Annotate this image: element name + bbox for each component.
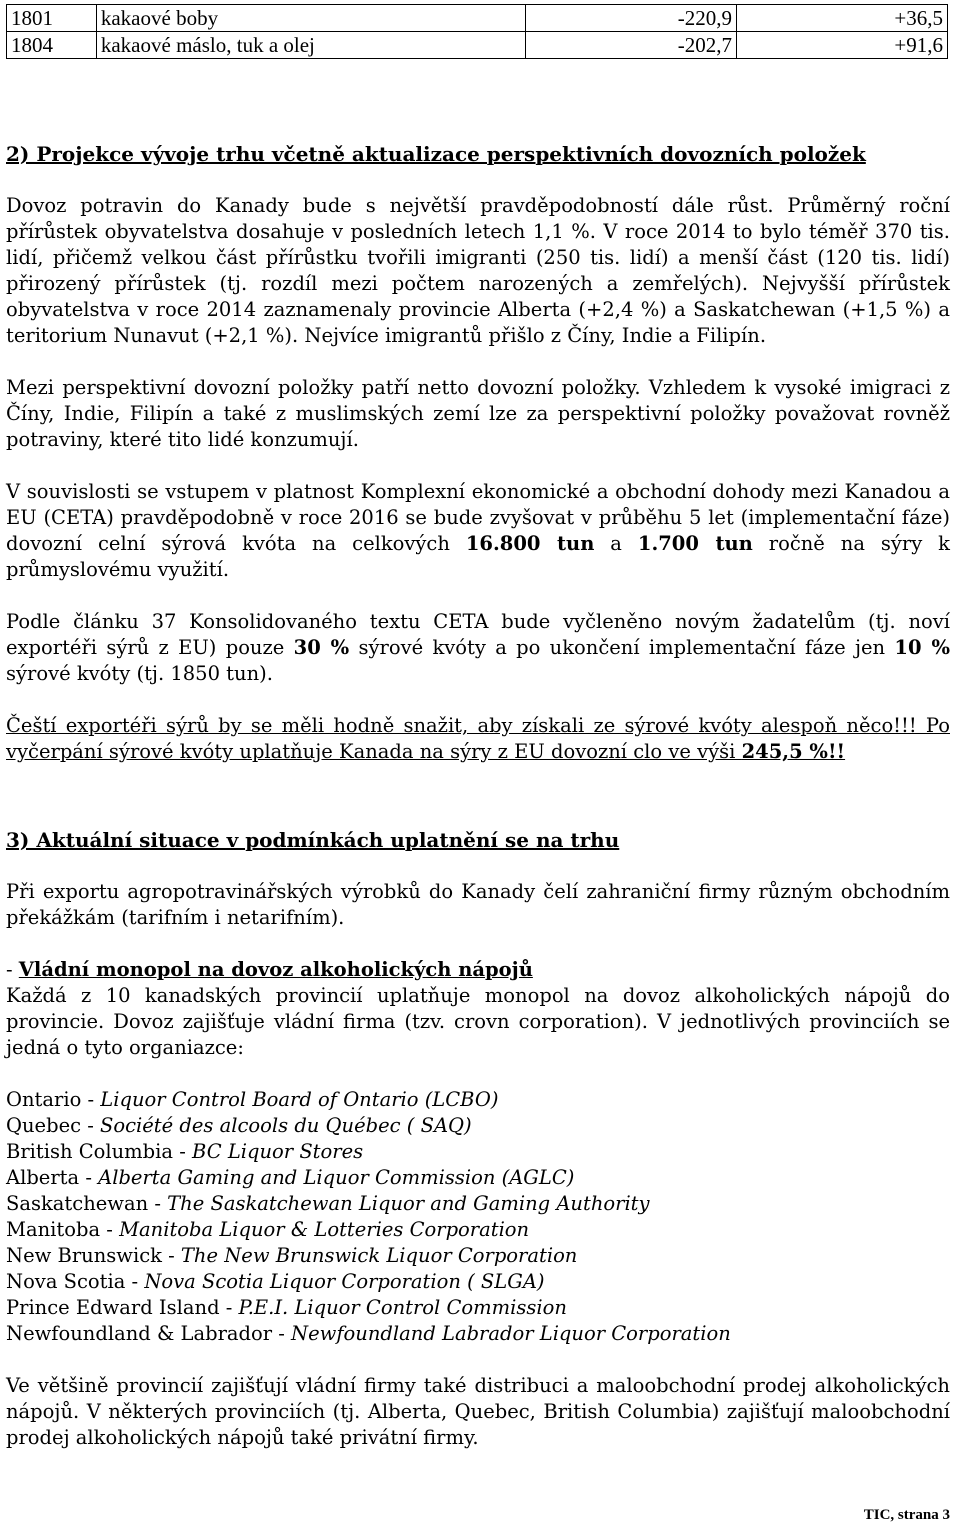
organization-name: Nova Scotia Liquor Corporation ( SLGA) xyxy=(144,1270,545,1293)
organization-name: Liquor Control Board of Ontario (LCBO) xyxy=(100,1088,499,1111)
province-name: New Brunswick - xyxy=(6,1244,181,1267)
province-name: Saskatchewan - xyxy=(6,1192,168,1215)
s2-paragraph-warning xyxy=(6,713,950,765)
text: ročně na sýry k průmyslovému využití. xyxy=(6,532,950,581)
table-cell-change: +91,6 xyxy=(736,32,947,59)
quota-amount-2: 1.700 tun xyxy=(637,532,753,555)
text: Podle článku 37 Konsolidovaného textu CETA bude vyčleněno novým žadatelům (tj. noví exportéři sýrů z EU) pouze xyxy=(6,610,950,659)
section-3-heading: 3) Aktuální situace v podmínkách uplatnění se na trhu xyxy=(6,828,620,852)
s2-paragraph-population: Dovoz potravin do Kanady bude s největší pravděpodobností dále růst. Průměrný roční přírůstek obyvatelstva dosahuje v posledních letech 1,1 %. V roce 2014 to bylo téměř 370 tis. lidí, přičemž velkou část přírůstku tvořili imigranti (250 tis. lidí) a menší část (120 tis. lidí) přirozený přírůstek (tj. rozdíl mezi počtem narozených a zemřelých). Nejvyšší přírůstek obyvatelstva v roce 2014 zaznamenaly provincie Alberta (+2,4 %) a Saskatchewan (+1,5 %) a teritorium Nunavut (+2,1 %). Nejvíce imigrantů přišlo z Číny, Indie a Filipín. xyxy=(6,194,950,347)
page-footer: TIC, strana 3 xyxy=(863,1507,950,1523)
s3-paragraph-monopoly: Každá z 10 kanadských provincií uplatňuje monopol na dovoz alkoholických nápojů do provincie. Dovoz zajišťuje vládní firma (tzv. crovn corporation). V jednotlivých provinciích se jedná o tyto organiazce: xyxy=(6,984,950,1059)
table-row xyxy=(7,5,948,32)
table-cell-name: kakaové boby xyxy=(96,5,525,32)
province-name: British Columbia - xyxy=(6,1140,193,1163)
quota-amount-1: 16.800 tun xyxy=(465,532,595,555)
table-cell-code: 1801 xyxy=(7,5,97,32)
document-page xyxy=(6,0,950,1451)
text: a xyxy=(594,532,638,555)
province-name: Nova Scotia - xyxy=(6,1270,145,1293)
share-after-implementation: 10 % xyxy=(894,636,950,659)
list-item xyxy=(6,1087,950,1113)
monopoly-subheading: Vládní monopol na dovoz alkoholických nápojů xyxy=(18,958,533,981)
list-item xyxy=(6,1113,950,1139)
s2-paragraph-perspective: Mezi perspektivní dovozní položky patří netto dovozní položky. Vzhledem k vysoké imigraci z Číny, Indie, Filipín a také z muslimských zemí lze za perspektivní položky považovat rovněž potraviny, které tito lidé konzumují. xyxy=(6,376,950,451)
organization-name: The New Brunswick Liquor Corporation xyxy=(180,1244,578,1267)
organization-name: Société des alcools du Québec ( SAQ) xyxy=(100,1114,472,1137)
s2-paragraph-article37 xyxy=(6,609,950,687)
share-new-applicants: 30 % xyxy=(293,636,350,659)
s2-paragraph-ceta xyxy=(6,479,950,583)
list-item xyxy=(6,1321,950,1347)
list-item xyxy=(6,1139,950,1165)
province-name: Newfoundland & Labrador - xyxy=(6,1322,292,1345)
text: Čeští exportéři sýrů by se měli hodně snažit, aby získali ze sýrové kvóty alespoň něco!!! Po vyčerpání sýrové kvóty uplatňuje Kanada na sýry z EU dovozní clo ve výši xyxy=(6,714,950,763)
duty-rate: 245,5 %!! xyxy=(741,740,846,763)
province-name: Prince Edward Island - xyxy=(6,1296,239,1319)
organization-name: Newfoundland Labrador Liquor Corporation xyxy=(291,1322,731,1345)
province-name: Manitoba - xyxy=(6,1218,120,1241)
list-item xyxy=(6,1217,950,1243)
s3-paragraph-barriers: Při exportu agropotravinářských výrobků do Kanady čelí zahraniční firmy různým obchodním překážkám (tarifním i netarifním). xyxy=(6,880,950,929)
commodity-table xyxy=(6,4,948,59)
province-list xyxy=(6,1087,950,1347)
text: V souvislosti se vstupem v platnost Komplexní ekonomické a obchodní dohody mezi Kanadou a EU (CETA) pravděpodobně v roce 2016 se bude zvyšovat v průběhu 5 let (implementační fáze) dovozní celní sýrová kvóta na celkových xyxy=(6,480,950,555)
list-item xyxy=(6,1243,950,1269)
province-name: Ontario - xyxy=(6,1088,101,1111)
list-item xyxy=(6,1269,950,1295)
section-2-heading: 2) Projekce vývoje trhu včetně aktualizace perspektivních dovozních položek xyxy=(6,142,866,166)
table-cell-name: kakaové máslo, tuk a olej xyxy=(96,32,525,59)
province-name: Quebec - xyxy=(6,1114,101,1137)
organization-name: The Saskatchewan Liquor and Gaming Authority xyxy=(167,1192,650,1215)
list-item xyxy=(6,1165,950,1191)
list-item xyxy=(6,1191,950,1217)
organization-name: BC Liquor Stores xyxy=(192,1140,364,1163)
table-cell-code: 1804 xyxy=(7,32,97,59)
text: sýrové kvóty a po ukončení implementační fáze jen xyxy=(349,636,895,659)
table-cell-value: -220,9 xyxy=(525,5,736,32)
s3-subheading xyxy=(6,957,950,983)
table-row xyxy=(7,32,948,59)
table-cell-value: -202,7 xyxy=(525,32,736,59)
table-cell-change: +36,5 xyxy=(736,5,947,32)
dash: - xyxy=(6,958,19,981)
text: sýrové kvóty (tj. 1850 tun). xyxy=(6,662,273,685)
province-name: Alberta - xyxy=(6,1166,99,1189)
list-item xyxy=(6,1295,950,1321)
organization-name: Alberta Gaming and Liquor Commission (AGLC) xyxy=(98,1166,575,1189)
organization-name: Manitoba Liquor & Lotteries Corporation xyxy=(119,1218,530,1241)
s3-paragraph-distribution: Ve většině provincií zajišťují vládní firmy také distribuci a maloobchodní prodej alkoholických nápojů. V některých provinciích (tj. Alberta, Quebec, British Columbia) zajišťují maloobchodní prodej alkoholických nápojů také privátní firmy. xyxy=(6,1374,950,1449)
organization-name: P.E.I. Liquor Control Commission xyxy=(238,1296,567,1319)
